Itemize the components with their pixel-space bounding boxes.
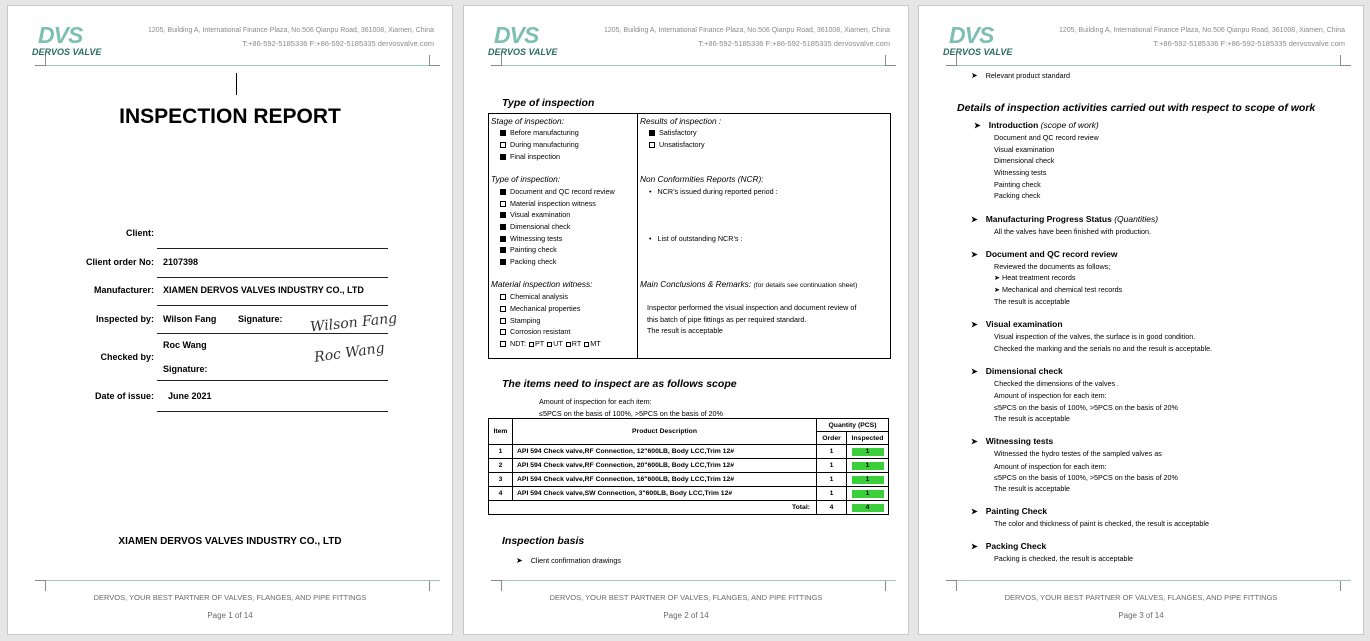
type-item: Material inspection witness <box>500 199 596 208</box>
ncr-heading: Non Conformities Reports (NCR): <box>640 174 764 184</box>
dim-line: Amount of inspection for each item: <box>994 391 1107 400</box>
items-heading: The items need to inspect are as follows scope <box>502 378 737 390</box>
header-address: 1205, Building A, International Finance Plaza, No.506 Qianpu Road, 361008, Xiamen, China <box>603 27 890 34</box>
checked-by-label: Checked by: <box>100 352 154 362</box>
material-item: Chemical analysis <box>500 292 568 301</box>
arrow-bullet-icon: ➤ <box>971 250 978 259</box>
field-line <box>157 305 388 306</box>
report-title: INSPECTION REPORT <box>119 105 341 128</box>
field-line <box>157 248 388 249</box>
empty-box-icon <box>500 201 506 207</box>
corner-mark <box>946 580 957 591</box>
visual-line: Checked the marking and the serials no and the result is acceptable. <box>994 344 1213 353</box>
intro-line: Document and QC record review <box>994 133 1099 142</box>
checked-box-icon <box>500 247 506 253</box>
total-inspected: 4 <box>847 501 889 515</box>
field-line <box>157 380 388 381</box>
report-page-2 <box>463 5 909 635</box>
mfg-line: All the valves have been finished with production. <box>994 227 1152 236</box>
empty-box-icon <box>500 329 506 335</box>
cell-inspected: 1 <box>847 473 889 487</box>
corner-mark <box>885 55 896 66</box>
cell-inspected: 1 <box>847 487 889 501</box>
corner-mark <box>1340 580 1351 591</box>
footer-tagline: DERVOS, YOUR BEST PARTNER OF VALVES, FLANGES, AND PIPE FITTINGS <box>549 593 823 602</box>
type-of-inspection-heading: Type of inspection <box>502 97 595 109</box>
material-item: Stamping <box>500 316 540 325</box>
dim-heading: ➤ Dimensional check <box>971 366 1063 376</box>
items-table <box>488 418 889 515</box>
witness-heading: ➤ Witnessing tests <box>971 436 1054 446</box>
footer-divider <box>957 580 1351 581</box>
cell-inspected: 1 <box>847 459 889 473</box>
table-row <box>489 459 889 473</box>
empty-box-icon <box>547 342 552 347</box>
corner-mark <box>429 55 440 66</box>
stage-item: Before manufacturing <box>500 128 579 137</box>
intro-heading: ➤ Introduction (scope of work) <box>974 120 1099 130</box>
result-item: Unsatisfactory <box>649 140 705 149</box>
ndt-row: NDT: PT UT RT MT <box>500 339 601 348</box>
doc-heading: ➤ Document and QC record review <box>971 249 1118 259</box>
logo-name: DERVOS VALVE <box>943 47 1013 57</box>
type-item: Document and QC record review <box>500 187 615 196</box>
cell-desc: API 594 Check valve,RF Connection, 20"600LB, Body LCC,Trim 12# <box>513 459 817 473</box>
mfg-heading: ➤ Manufacturing Progress Status (Quantities) <box>971 214 1159 224</box>
company-footer: XIAMEN DERVOS VALVES INDUSTRY CO., LTD <box>118 536 342 547</box>
checked-box-icon <box>500 212 506 218</box>
material-item: Corrosion resistant <box>500 327 570 336</box>
text-cursor <box>236 73 237 95</box>
checked-box-icon <box>500 189 506 195</box>
conclusion-line: Inspector performed the visual inspection and document review of <box>647 303 857 312</box>
corner-mark <box>35 580 46 591</box>
empty-box-icon <box>500 341 506 347</box>
signature-wilson: Wilson Fang <box>309 310 398 336</box>
intro-line: Dimensional check <box>994 156 1055 165</box>
checked-box-icon <box>649 130 655 136</box>
details-heading: Details of inspection activities carried out with respect to scope of work <box>957 102 1316 114</box>
field-line <box>157 333 388 334</box>
corner-mark <box>946 55 957 66</box>
intro-line: Visual examination <box>994 145 1055 154</box>
footer-tagline: DERVOS, YOUR BEST PARTNER OF VALVES, FLANGES, AND PIPE FITTINGS <box>93 593 367 602</box>
header-contact: T:+86-592-5185336 F:+86-592-5185335 dervosvalve.com <box>1153 39 1345 48</box>
packing-heading: ➤ Packing Check <box>971 541 1047 551</box>
arrow-bullet-icon: ➤ <box>974 121 981 130</box>
cell-desc: API 594 Check valve,SW Connection, 3"600LB, Body LCC,Trim 12# <box>513 487 817 501</box>
empty-box-icon <box>566 342 571 347</box>
witness-line: Witnessed the hydro testes of the sampled valves as <box>994 449 1162 458</box>
arrow-bullet-icon: ➤ <box>971 542 978 551</box>
empty-box-icon <box>500 294 506 300</box>
standard-item: ➤ Relevant product standard <box>971 71 1071 80</box>
col-order-header: Order <box>817 432 847 445</box>
packing-line: Packing is checked, the result is acceptable <box>994 554 1134 563</box>
col-inspected-header: Inspected <box>847 432 889 445</box>
type-item: Witnessing tests <box>500 234 562 243</box>
dim-line: The result is acceptable <box>994 414 1070 423</box>
doc-line: ➤ Heat treatment records <box>994 273 1076 282</box>
logo-mark: DVS <box>949 22 994 48</box>
corner-mark <box>1340 55 1351 66</box>
cell-item: 3 <box>489 473 513 487</box>
amount-rule: ≤5PCS on the basis of 100%, >5PCS on the basis of 20% <box>539 409 723 418</box>
basis-item: ➤ Client confirmation drawings <box>516 556 621 565</box>
witness-line: The result is acceptable <box>994 484 1070 493</box>
arrow-bullet-icon: ➤ <box>971 215 978 224</box>
amount-label: Amount of inspection for each item: <box>539 397 652 406</box>
inspected-by-label: Inspected by: <box>95 314 154 324</box>
ncr-issued: • NCR’s issued during reported period : <box>649 187 778 196</box>
empty-box-icon <box>529 342 534 347</box>
witness-line: Amount of inspection for each item: <box>994 462 1107 471</box>
table-row <box>489 473 889 487</box>
corner-mark <box>429 580 440 591</box>
visual-heading: ➤ Visual examination <box>971 319 1063 329</box>
total-order: 4 <box>817 501 847 515</box>
logo-name: DERVOS VALVE <box>32 47 102 57</box>
field-line <box>157 277 388 278</box>
field-line <box>157 411 388 412</box>
bullet-icon: • <box>649 234 652 243</box>
arrow-bullet-icon: ➤ <box>971 507 978 516</box>
material-item: Mechanical properties <box>500 304 580 313</box>
dim-line: Checked the dimensions of the valves . <box>994 379 1120 388</box>
arrow-bullet-icon: ➤ <box>516 556 523 565</box>
signature-roc: Roc Wang <box>313 340 386 366</box>
column-divider <box>637 114 638 358</box>
cell-inspected: 1 <box>847 445 889 459</box>
material-heading: Material inspection witness: <box>491 279 593 289</box>
date-value: June 2021 <box>168 391 212 401</box>
corner-mark <box>491 580 502 591</box>
cell-order: 1 <box>817 459 847 473</box>
header-divider <box>46 65 440 66</box>
doc-line: ➤ Mechanical and chemical test records <box>994 285 1123 294</box>
inspection-basis-heading: Inspection basis <box>502 535 585 547</box>
footer-tagline: DERVOS, YOUR BEST PARTNER OF VALVES, FLANGES, AND PIPE FITTINGS <box>1004 593 1278 602</box>
checked-box-icon <box>500 236 506 242</box>
empty-box-icon <box>649 142 655 148</box>
intro-line: Packing check <box>994 191 1041 200</box>
report-page-1 <box>7 5 453 635</box>
type-sub-heading: Type of inspection: <box>491 174 561 184</box>
table-row <box>489 445 889 459</box>
empty-box-icon <box>500 318 506 324</box>
empty-box-icon <box>500 142 506 148</box>
cell-order: 1 <box>817 445 847 459</box>
stage-heading: Stage of inspection: <box>491 116 564 126</box>
client-label: Client: <box>126 228 154 238</box>
painting-line: The color and thickness of paint is checked, the result is acceptable <box>994 519 1209 528</box>
painting-heading: ➤ Painting Check <box>971 506 1048 516</box>
col-qty-header: Quantity (PCS) <box>817 419 889 432</box>
header-address: 1205, Building A, International Finance Plaza, No.506 Qianpu Road, 361008, Xiamen, China <box>1058 27 1345 34</box>
corner-mark <box>491 55 502 66</box>
header-contact: T:+86-592-5185336 F:+86-592-5185335 dervosvalve.com <box>242 39 434 48</box>
date-label: Date of issue: <box>94 391 154 401</box>
cell-desc: API 594 Check valve,RF Connection, 16"600LB, Body LCC,Trim 12# <box>513 473 817 487</box>
logo-name: DERVOS VALVE <box>488 47 558 57</box>
checked-box-icon <box>500 154 506 160</box>
logo-mark: DVS <box>494 22 539 48</box>
arrow-bullet-icon: ➤ <box>971 437 978 446</box>
header-divider <box>957 65 1351 66</box>
table-row <box>489 487 889 501</box>
cell-item: 2 <box>489 459 513 473</box>
total-label: Total: <box>489 501 817 515</box>
intro-line: Witnessing tests <box>994 168 1047 177</box>
signature-label-2: Signature: <box>163 364 208 374</box>
manufacturer-value: XIAMEN DERVOS VALVES INDUSTRY CO., LTD <box>163 285 364 295</box>
arrow-bullet-icon: ➤ <box>971 71 978 80</box>
type-item: Packing check <box>500 257 556 266</box>
page-number: Page 2 of 14 <box>663 611 709 620</box>
empty-box-icon <box>584 342 589 347</box>
conclusion-line: The result is acceptable <box>647 326 723 335</box>
stage-item: During manufacturing <box>500 140 579 149</box>
empty-box-icon <box>500 306 506 312</box>
cell-order: 1 <box>817 487 847 501</box>
checked-box-icon <box>500 259 506 265</box>
manufacturer-label: Manufacturer: <box>93 285 154 295</box>
page-number: Page 3 of 14 <box>1118 611 1164 620</box>
visual-line: Visual inspection of the valves, the surface is in good condition. <box>994 332 1196 341</box>
footer-divider <box>46 580 440 581</box>
stage-item: Final inspection <box>500 152 560 161</box>
total-row <box>489 501 889 515</box>
arrow-bullet-icon: ➤ <box>971 367 978 376</box>
footer-divider <box>502 580 896 581</box>
doc-line: The result is acceptable <box>994 297 1070 306</box>
cell-item: 1 <box>489 445 513 459</box>
checked-box-icon <box>500 130 506 136</box>
signature-label: Signature: <box>238 314 283 324</box>
corner-mark <box>35 55 46 66</box>
bullet-icon: • <box>649 187 652 196</box>
header-contact: T:+86-592-5185336 F:+86-592-5185335 dervosvalve.com <box>698 39 890 48</box>
witness-line: ≤5PCS on the basis of 100%, >5PCS on the basis of 20% <box>994 473 1178 482</box>
ncr-outstanding: • List of outstanding NCR’s : <box>649 234 743 243</box>
type-item: Painting check <box>500 245 557 254</box>
result-item: Satisfactory <box>649 128 697 137</box>
conclusion-line: this batch of pipe fittings as per required standard. <box>647 315 807 324</box>
inspection-scope-table <box>488 113 891 359</box>
results-heading: Results of inspection : <box>640 116 722 126</box>
cell-desc: API 594 Check valve,RF Connection, 12"600LB, Body LCC,Trim 12# <box>513 445 817 459</box>
header-divider <box>502 65 896 66</box>
report-page-3 <box>918 5 1364 635</box>
client-order-value: 2107398 <box>163 257 199 267</box>
cell-order: 1 <box>817 473 847 487</box>
client-order-label: Client order No: <box>85 257 154 267</box>
type-item: Visual examination <box>500 210 570 219</box>
logo-mark: DVS <box>38 22 83 48</box>
checked-box-icon <box>500 224 506 230</box>
corner-mark <box>885 580 896 591</box>
col-item-header: Item <box>489 419 513 445</box>
type-item: Dimensional check <box>500 222 570 231</box>
cell-item: 4 <box>489 487 513 501</box>
checked-by-value: Roc Wang <box>163 340 207 350</box>
dim-line: ≤5PCS on the basis of 100%, >5PCS on the basis of 20% <box>994 403 1178 412</box>
page-number: Page 1 of 14 <box>207 611 253 620</box>
inspected-by-value: Wilson Fang <box>163 314 217 324</box>
col-desc-header: Product Description <box>513 419 817 445</box>
intro-line: Painting check <box>994 180 1041 189</box>
header-address: 1205, Building A, International Finance Plaza, No.506 Qianpu Road, 361008, Xiamen, China <box>147 27 434 34</box>
arrow-bullet-icon: ➤ <box>971 320 978 329</box>
conclusions-heading: Main Conclusions & Remarks: (for details see continuation sheet) <box>640 279 858 289</box>
doc-line: Reviewed the documents as follows; <box>994 262 1111 271</box>
